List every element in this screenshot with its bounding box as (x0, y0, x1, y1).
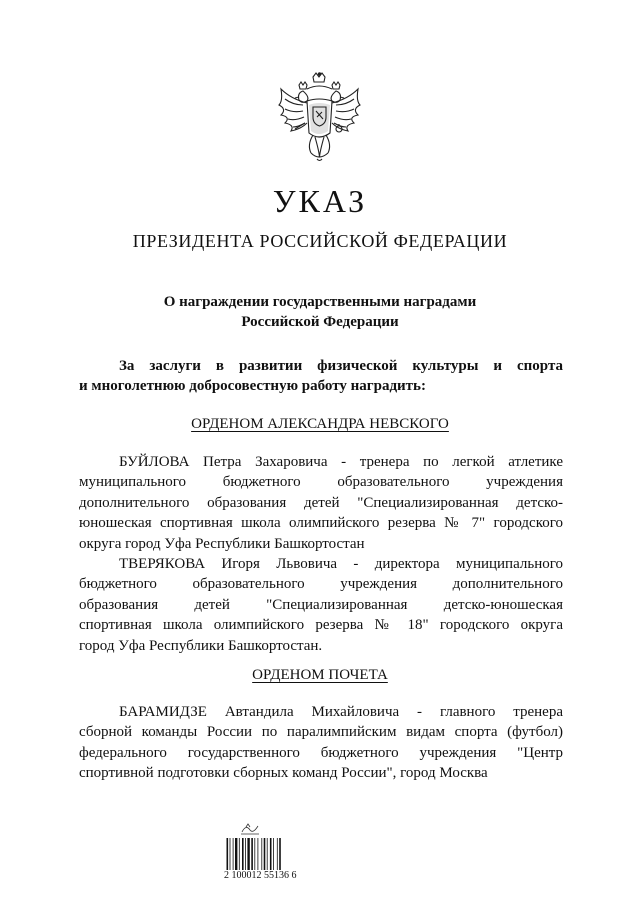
awardee-text-line: бюджетного образовательного учреждения дополнительного (79, 576, 563, 593)
barcode-icon (226, 838, 290, 870)
awardee-text-line: сборной команды России по паралимпийским видам спорта (футбол) (79, 724, 563, 741)
awardee-text-line: БАРАМИДЗЕ Автандила Михайловича - главного тренера (119, 704, 563, 720)
document-issuer: ПРЕЗИДЕНТА РОССИЙСКОЙ ФЕДЕРАЦИИ (132, 231, 508, 251)
subject-line: Российской Федерации (241, 314, 399, 330)
awardee-text-line: спортивная школа олимпийского резерва № 18" городского округа (79, 617, 563, 634)
barcode-number: 2 100012 55136 6 (224, 870, 297, 881)
order-heading-alexander-nevsky: ОРДЕНОМ АЛЕКСАНДРА НЕВСКОГО (191, 416, 449, 432)
awardee-text-line: ТВЕРЯКОВА Игоря Львовича - директора муниципального (119, 556, 563, 573)
decree-intro (79, 356, 563, 396)
awardee-text-line: спортивной подготовки сборных команд России", город Москва (79, 765, 488, 782)
awardee-text-line: дополнительного образования детей "Специализированная детско- (79, 494, 563, 511)
awardee-text-line: город Уфа Республики Башкортостан. (79, 637, 323, 654)
document-title: УКАЗ (272, 183, 368, 219)
awardee-text-line: образования детей "Специализированная детско-юношеская (79, 596, 563, 613)
awardee-text-line: юношеская спортивная школа олимпийского резерва № 7" городского (79, 515, 563, 532)
order-heading-honor: ОРДЕНОМ ПОЧЕТА (252, 667, 388, 683)
awardee-entry (79, 452, 563, 554)
awardee-text-line: округа город Уфа Республики Башкортостан (79, 535, 365, 552)
document-barcode-block (226, 822, 326, 884)
intro-line: За заслуги в развитии физической культуры и спорта (119, 358, 563, 374)
coat-of-arms-icon (273, 71, 366, 167)
awardee-entry (79, 554, 563, 656)
subject-line: О награждении государственными наградами (163, 294, 477, 310)
registration-stamp-icon (240, 822, 260, 836)
awardee-text-line: федерального государственного бюджетного учреждения "Центр (79, 744, 563, 761)
awardee-entry (79, 702, 563, 784)
intro-line: и многолетнюю добросовестную работу наградить: (79, 378, 426, 394)
awardee-text-line: муниципального бюджетного образовательного учреждения (79, 474, 563, 491)
order-honor-awardees (79, 702, 563, 784)
order-alexander-nevsky-awardees (79, 452, 563, 656)
awardee-text-line: БУЙЛОВА Петра Захаровича - тренера по легкой атлетике (119, 454, 563, 470)
decree-subject (0, 292, 640, 332)
